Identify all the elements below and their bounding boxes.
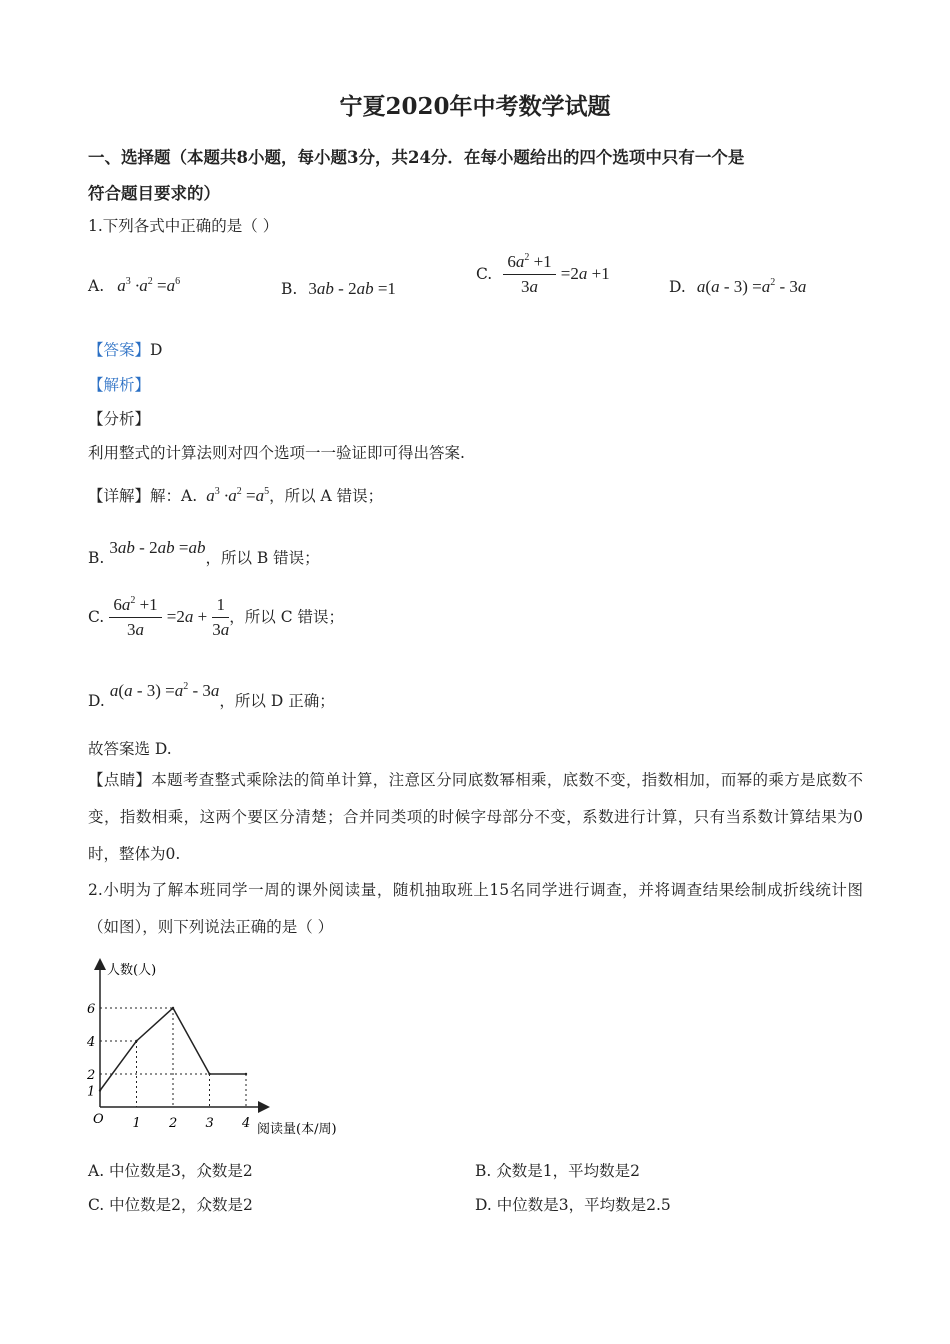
q1-option-d-formula: $a(a - 3) =a^2 - 3a$ [696, 277, 807, 296]
data-point [208, 1073, 210, 1075]
y-tick-label: 6 [87, 1002, 96, 1017]
section-heading-line2: 符合题目要求的） [88, 184, 220, 203]
q1-option-b-label: B. [281, 280, 298, 298]
detail-d [88, 679, 335, 710]
data-point [172, 1007, 174, 1009]
detail-c-rhs: =2a + [166, 607, 208, 626]
q1-option-c-rhs: =2a +1 [560, 264, 610, 283]
y-axis-label: 人数(人) [107, 963, 157, 978]
detail-a-formula: $a^3 \cdot a^2 =a^5$ [206, 486, 270, 505]
q1-option-a [88, 276, 180, 296]
q1-option-c [476, 252, 610, 297]
q2-option-d: D. 中位数是3，平均数是2.5 [475, 1196, 671, 1214]
x-axis-label: 阅读量(本/周) [257, 1122, 337, 1137]
data-point [135, 1040, 137, 1042]
x-tick-label: 3 [205, 1116, 214, 1131]
detail-d-formula: $a(a - 3) =a^2 - 3a$ [109, 681, 220, 700]
q1-option-d-label: D. [669, 278, 686, 296]
y-tick-label: 1 [87, 1084, 96, 1100]
analysis-tag: 【解析】 [88, 376, 151, 394]
section-heading-line1: 一、选择题（本题共8小题，每小题3分，共24分．在每小题给出的四个选项中只有一个是 [88, 148, 745, 167]
q2-option-c: C. 中位数是2，众数是2 [88, 1196, 253, 1214]
x-tick-label: 4 [242, 1116, 251, 1131]
q1-option-c-label: C. [476, 265, 493, 283]
data-point [245, 1073, 247, 1075]
q1-option-c-fraction: $\frac{6a^2 +1}{3a}$ [503, 252, 555, 297]
answer-tag: 【答案】 [88, 341, 151, 359]
detail-b-formula: 3ab - 2ab =ab [109, 538, 206, 557]
detail-d-suffix: ，所以 D 正确； [219, 692, 335, 710]
data-point [99, 1089, 101, 1091]
comment-tag: 【点睛】 [88, 771, 152, 789]
q1-option-b [281, 279, 396, 299]
answer-value: D [150, 341, 163, 359]
x-tick-label: 2 [169, 1116, 178, 1131]
detail-c-suffix: ，所以 C 错误； [229, 608, 345, 626]
detail-b [88, 536, 320, 567]
chart-guide-lines [100, 1008, 246, 1107]
q2-stem: 2.小明为了解本班同学一周的课外阅读量，随机抽取班上15名同学进行调查，并将调查结果绘制成折线统计图（如图），则下列说法正确的是（ ） [88, 881, 863, 936]
q2-option-b: B. 众数是1，平均数是2 [475, 1162, 640, 1180]
detail-c-label: C. [88, 608, 105, 626]
q1-option-d [669, 277, 806, 297]
page-title: 宁夏2020年中考数学试题 [339, 93, 611, 120]
detail-c [88, 595, 344, 640]
q1-stem: 1.下列各式中正确的是（ ） [88, 217, 279, 235]
detail-b-label: B. [88, 549, 105, 567]
x-tick-label: 1 [132, 1116, 141, 1131]
detail-d-label: D. [88, 692, 105, 710]
detail-a-suffix: ，所以 A 错误； [269, 487, 384, 505]
detail-a [88, 484, 383, 506]
conclusion: 故答案选 D. [88, 740, 172, 758]
q1-answer [88, 338, 162, 360]
comment-paragraph [88, 762, 863, 873]
detail-c-fraction2: $\frac{1}{3a}$ [212, 595, 230, 639]
origin-label: O [93, 1112, 104, 1127]
y-tick-label: 2 [87, 1068, 96, 1083]
y-tick-label: 4 [87, 1035, 96, 1050]
fenxi-text: 利用整式的计算法则对四个选项一一验证即可得出答案. [88, 444, 465, 462]
detail-b-suffix: ，所以 B 错误； [205, 549, 320, 567]
fenxi-tag: 【分析】 [88, 410, 151, 428]
q1-option-a-label: A. [88, 277, 105, 295]
q1-option-b-formula: 3ab - 2ab =1 [308, 279, 396, 298]
detail-a-prefix: 【详解】解：A. [88, 487, 198, 505]
q2-option-a: A. 中位数是3，众数是2 [88, 1162, 253, 1180]
line-chart [85, 955, 375, 1145]
detail-c-fraction: $\frac{6a^2 +1}{3a}$ [109, 595, 161, 640]
q1-option-a-formula: $a^3 \cdot a^2 =a^6$ [117, 276, 181, 295]
comment-text: 本题考查整式乘除法的简单计算，注意区分同底数幂相乘，底数不变，指数相加，而幂的乘方是底数不变，指数相乘，这两个要区分清楚；合并同类项的时候字母部分不变，系数进行计算，只有当系数计算结果为0时，整体为0. [88, 771, 863, 863]
